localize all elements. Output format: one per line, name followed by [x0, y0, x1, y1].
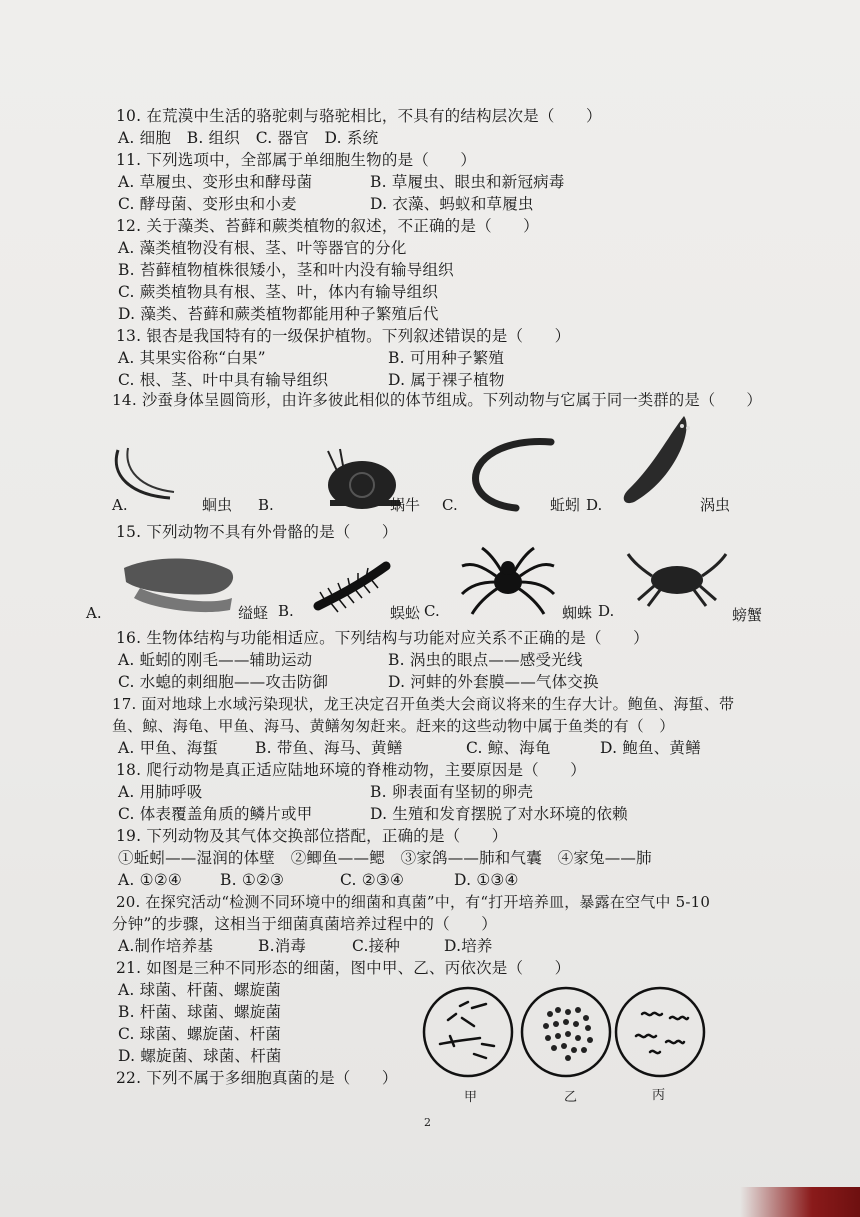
binding-edge-decoration [740, 1187, 860, 1217]
centipede-image [308, 556, 398, 616]
q14-name-c: 蚯蚓 [550, 496, 581, 514]
question-11: 11. 下列选项中，全部属于单细胞生物的是（ ） [116, 151, 477, 169]
option-13-d: D. 属于裸子植物 [388, 371, 505, 389]
crab-image [622, 550, 732, 610]
question-15: 15. 下列动物不具有外骨骼的是（ ） [116, 523, 398, 541]
option-17-b: B. 带鱼、海马、黄鳝 [255, 739, 403, 757]
q15-name-a: 缢蛏 [238, 604, 269, 622]
option-21-b: B. 杆菌、球菌、螺旋菌 [118, 1003, 282, 1021]
question-17-cont: 鱼、鲸、海龟、甲鱼、海马、黄鳝匆匆赶来。赶来的这些动物中属于鱼类的有（ ） [112, 717, 675, 735]
q15-label-c: C. [424, 602, 440, 620]
option-13-a: A. 其果实俗称“白果” [118, 349, 266, 367]
question-19: 19. 下列动物及其气体交换部位搭配，正确的是（ ） [116, 827, 508, 845]
option-19-c: C. ②③④ [340, 871, 405, 889]
option-17-a: A. 甲鱼、海蜇 [118, 739, 219, 757]
question-18: 18. 爬行动物是真正适应陆地环境的脊椎动物，主要原因是（ ） [116, 761, 586, 779]
question-19-items: ①蚯蚓——湿润的体壁 ②鲫鱼——鳃 ③家鸽——肺和气囊 ④家兔——肺 [118, 849, 652, 867]
q15-label-b: B. [278, 602, 294, 620]
option-20-d: D.培养 [444, 937, 493, 955]
question-20-cont: 分钟”的步骤，这相当于细菌真菌培养过程中的（ ） [112, 915, 497, 933]
option-12-b: B. 苔藓植物植株很矮小，茎和叶内没有输导组织 [118, 261, 454, 279]
q14-label-b: B. [258, 496, 274, 514]
option-16-d: D. 河蚌的外套膜——气体交换 [388, 673, 599, 691]
page-number: 2 [424, 1116, 431, 1129]
question-12: 12. 关于藻类、苔藓和蕨类植物的叙述，不正确的是（ ） [116, 217, 539, 235]
option-18-d: D. 生殖和发育摆脱了对水环境的依赖 [370, 805, 628, 823]
option-18-c: C. 体表覆盖角质的鳞片或甲 [118, 805, 313, 823]
flatworm-image [614, 410, 704, 510]
option-20-c: C.接种 [352, 937, 401, 955]
option-16-b: B. 涡虫的眼点——感受光线 [388, 651, 583, 669]
option-16-a: A. 蚯蚓的刚毛——辅助运动 [118, 651, 313, 669]
question-21: 21. 如图是三种不同形态的细菌，图中甲、乙、丙依次是（ ） [116, 959, 571, 977]
q14-label-c: C. [442, 496, 458, 514]
bacteria-label-jia: 甲 [464, 1090, 478, 1105]
option-11-b: B. 草履虫、眼虫和新冠病毒 [370, 173, 565, 191]
option-11-a: A. 草履虫、变形虫和酵母菌 [118, 173, 313, 191]
option-12-d: D. 藻类、苔藓和蕨类植物都能用种子繁殖后代 [118, 305, 439, 323]
option-18-b: B. 卵表面有坚韧的卵壳 [370, 783, 534, 801]
option-12-a: A. 藻类植物没有根、茎、叶等器官的分化 [118, 239, 407, 257]
q14-name-b: 蜗牛 [390, 496, 421, 514]
option-16-c: C. 水螅的刺细胞——攻击防御 [118, 673, 329, 691]
razor-clam-image [120, 548, 240, 618]
option-21-a: A. 球菌、杆菌、螺旋菌 [118, 981, 281, 999]
option-20-a: A.制作培养基 [118, 937, 214, 955]
question-10: 10. 在荒漠中生活的骆驼刺与骆驼相比，不具有的结构层次是（ ） [116, 107, 602, 125]
option-19-d: D. ①③④ [454, 871, 519, 889]
bacteria-label-bing: 丙 [652, 1088, 666, 1103]
question-22: 22. 下列不属于多细胞真菌的是（ ） [116, 1069, 398, 1087]
option-11-d: D. 衣藻、蚂蚁和草履虫 [370, 195, 534, 213]
option-19-a: A. ①②④ [118, 871, 182, 889]
question-17: 17. 面对地球上水域污染现状，龙王决定召开鱼类大会商议将来的生存大计。鲍鱼、海蜇、带 [112, 695, 735, 713]
question-14: 14. 沙蚕身体呈圆筒形，由许多彼此相似的体节组成。下列动物与它属于同一类群的是（ ） [112, 391, 762, 409]
q15-name-b: 蜈蚣 [390, 604, 421, 622]
option-13-c: C. 根、茎、叶中具有输导组织 [118, 371, 329, 389]
bacteria-yi-image [518, 984, 614, 1080]
q15-name-c: 蜘蛛 [562, 604, 593, 622]
question-10-options: A. 细胞 B. 组织 C. 器官 D. 系统 [118, 129, 379, 147]
option-11-c: C. 酵母菌、变形虫和小麦 [118, 195, 297, 213]
question-16: 16. 生物体结构与功能相适应。下列结构与功能对应关系不正确的是（ ） [116, 629, 649, 647]
option-21-c: C. 球菌、螺旋菌、杆菌 [118, 1025, 282, 1043]
q14-label-a: A. [112, 496, 128, 514]
question-20: 20. 在探究活动“检测不同环境中的细菌和真菌”中，有“打开培养皿，暴露在空气中 5-10 [116, 893, 711, 911]
q14-name-d: 涡虫 [700, 496, 731, 514]
bacteria-label-yi: 乙 [564, 1090, 578, 1105]
option-19-b: B. ①②③ [220, 871, 285, 889]
q15-label-d: D. [598, 602, 615, 620]
bacteria-bing-image [612, 984, 708, 1080]
option-20-b: B.消毒 [258, 937, 307, 955]
question-13: 13. 银杏是我国特有的一级保护植物。下列叙述错误的是（ ） [116, 327, 571, 345]
option-18-a: A. 用肺呼吸 [118, 783, 203, 801]
option-17-d: D. 鲍鱼、黄鳝 [600, 739, 701, 757]
q15-label-a: A. [86, 604, 102, 622]
q15-name-d: 螃蟹 [732, 606, 763, 624]
option-21-d: D. 螺旋菌、球菌、杆菌 [118, 1047, 282, 1065]
option-12-c: C. 蕨类植物具有根、茎、叶，体内有输导组织 [118, 283, 439, 301]
q14-label-d: D. [586, 496, 603, 514]
option-13-b: B. 可用种子繁殖 [388, 349, 505, 367]
q14-name-a: 蛔虫 [202, 496, 233, 514]
option-17-c: C. 鲸、海龟 [466, 739, 551, 757]
spider-image [458, 546, 558, 618]
bacteria-jia-image [420, 984, 516, 1080]
